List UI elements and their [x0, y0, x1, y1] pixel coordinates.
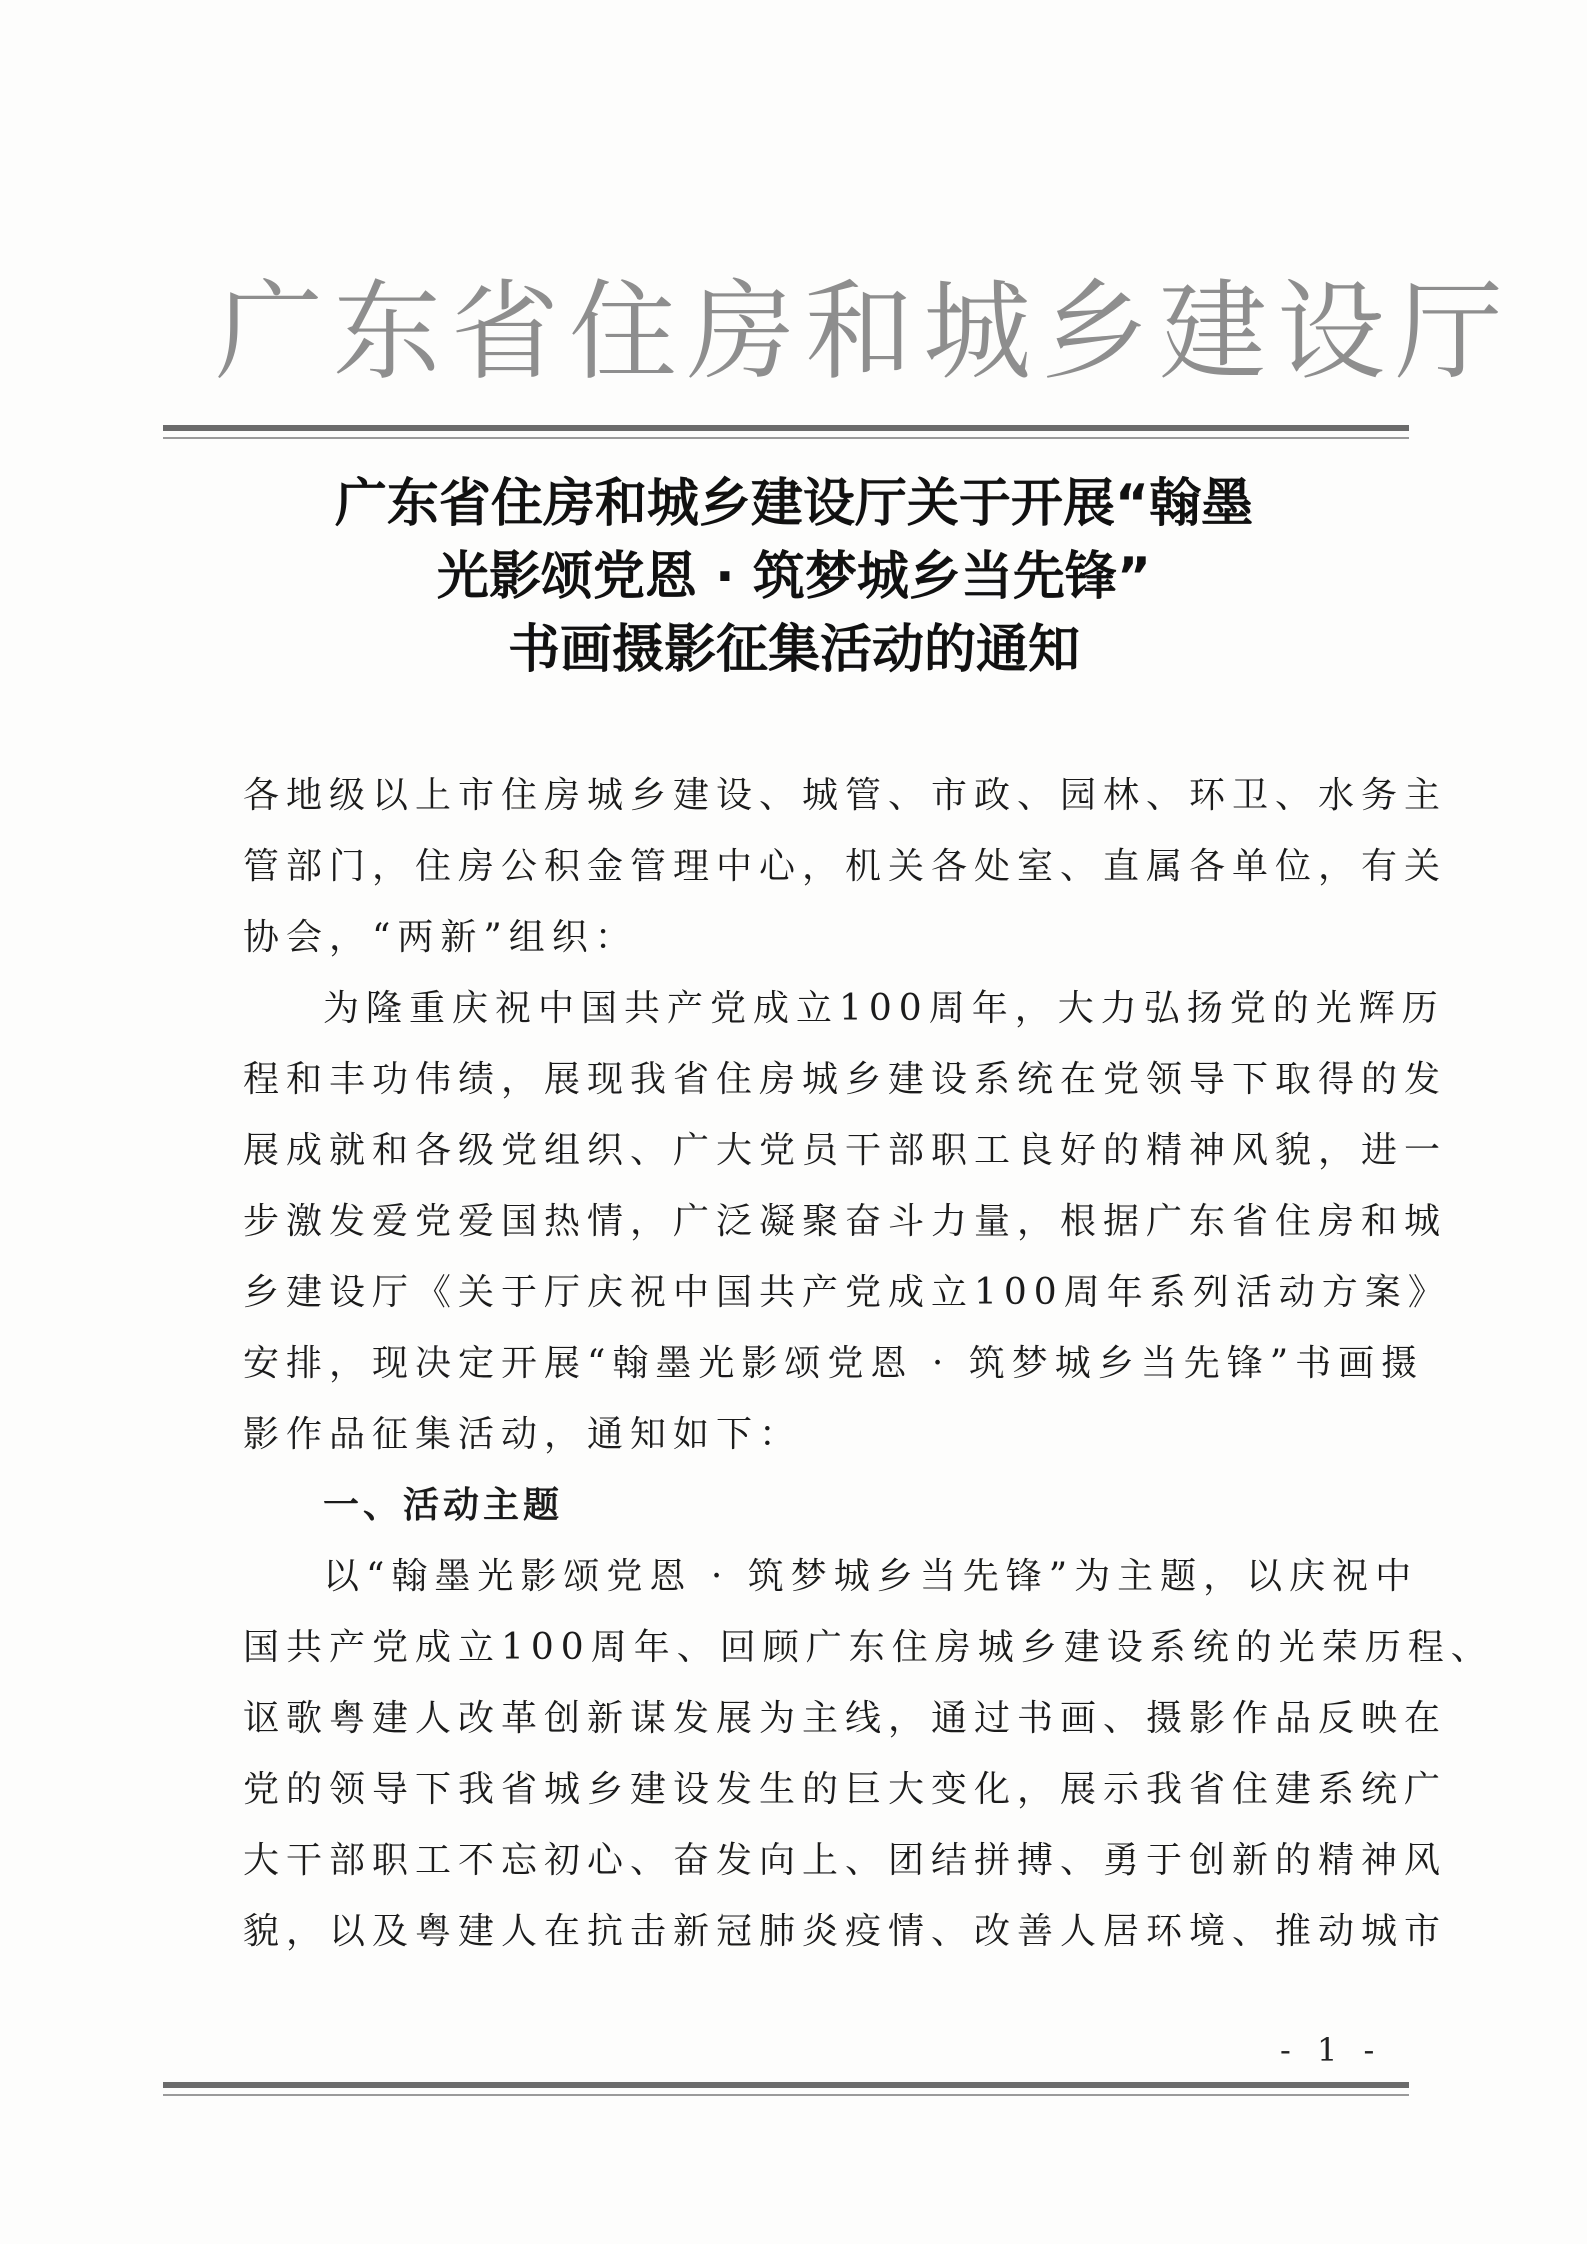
- header-rule: [163, 425, 1409, 439]
- intro-line: 为隆重庆祝中国共产党成立100周年，大力弘扬党的光辉历: [323, 988, 1445, 1029]
- section-line: 貌，以及粤建人在抗击新冠肺炎疫情、改善人居环境、推动城市: [243, 1911, 1448, 1952]
- intro-line: 步激发爱党爱国热情，广泛凝聚奋斗力量，根据广东省住房和城: [243, 1201, 1448, 1242]
- page-number: - 1 -: [1280, 2031, 1383, 2069]
- section-line: 党的领导下我省城乡建设发生的巨大变化，展示我省住建系统广: [243, 1769, 1448, 1810]
- intro-line: 程和丰功伟绩，展现我省住房城乡建设系统在党领导下取得的发: [243, 1059, 1448, 1100]
- section-line: 国共产党成立100周年、回顾广东住房城乡建设系统的光荣历程、: [243, 1627, 1494, 1668]
- title-line: 光影颂党恩 · 筑梦城乡当先锋”: [436, 547, 1152, 607]
- title-line: 广东省住房和城乡建设厅关于开展“翰墨: [334, 474, 1254, 534]
- footer-rule: [163, 2082, 1409, 2096]
- intro-line: 展成就和各级党组织、广大党员干部职工良好的精神风貌，进一: [243, 1130, 1448, 1171]
- letterhead: 广东省住房和城乡建设厅: [215, 270, 1514, 395]
- title-line: 书画摄影征集活动的通知: [507, 620, 1080, 680]
- document-title: [163, 468, 1425, 687]
- intro-line: 乡建设厅《关于厅庆祝中国共产党成立100周年系列活动方案》: [243, 1272, 1451, 1313]
- addressee-line: 各地级以上市住房城乡建设、城管、市政、园林、环卫、水务主: [243, 775, 1448, 816]
- intro-line: 安排，现决定开展“翰墨光影颂党恩 · 筑梦城乡当先锋”书画摄: [243, 1343, 1425, 1384]
- intro-line: 影作品征集活动，通知如下：: [243, 1414, 803, 1455]
- section-line: 讴歌粤建人改革创新谋发展为主线，通过书画、摄影作品反映在: [243, 1698, 1448, 1739]
- section-heading: 一、活动主题: [323, 1485, 564, 1526]
- addressee-line: 协会，“两新”组织：: [243, 917, 638, 958]
- document-body: [243, 760, 1494, 1967]
- section-line: 大干部职工不忘初心、奋发向上、团结拼搏、勇于创新的精神风: [243, 1840, 1448, 1881]
- section-line: 以“翰墨光影颂党恩 · 筑梦城乡当先锋”为主题，以庆祝中: [323, 1556, 1419, 1597]
- addressee-line: 管部门，住房公积金管理中心，机关各处室、直属各单位，有关: [243, 846, 1448, 887]
